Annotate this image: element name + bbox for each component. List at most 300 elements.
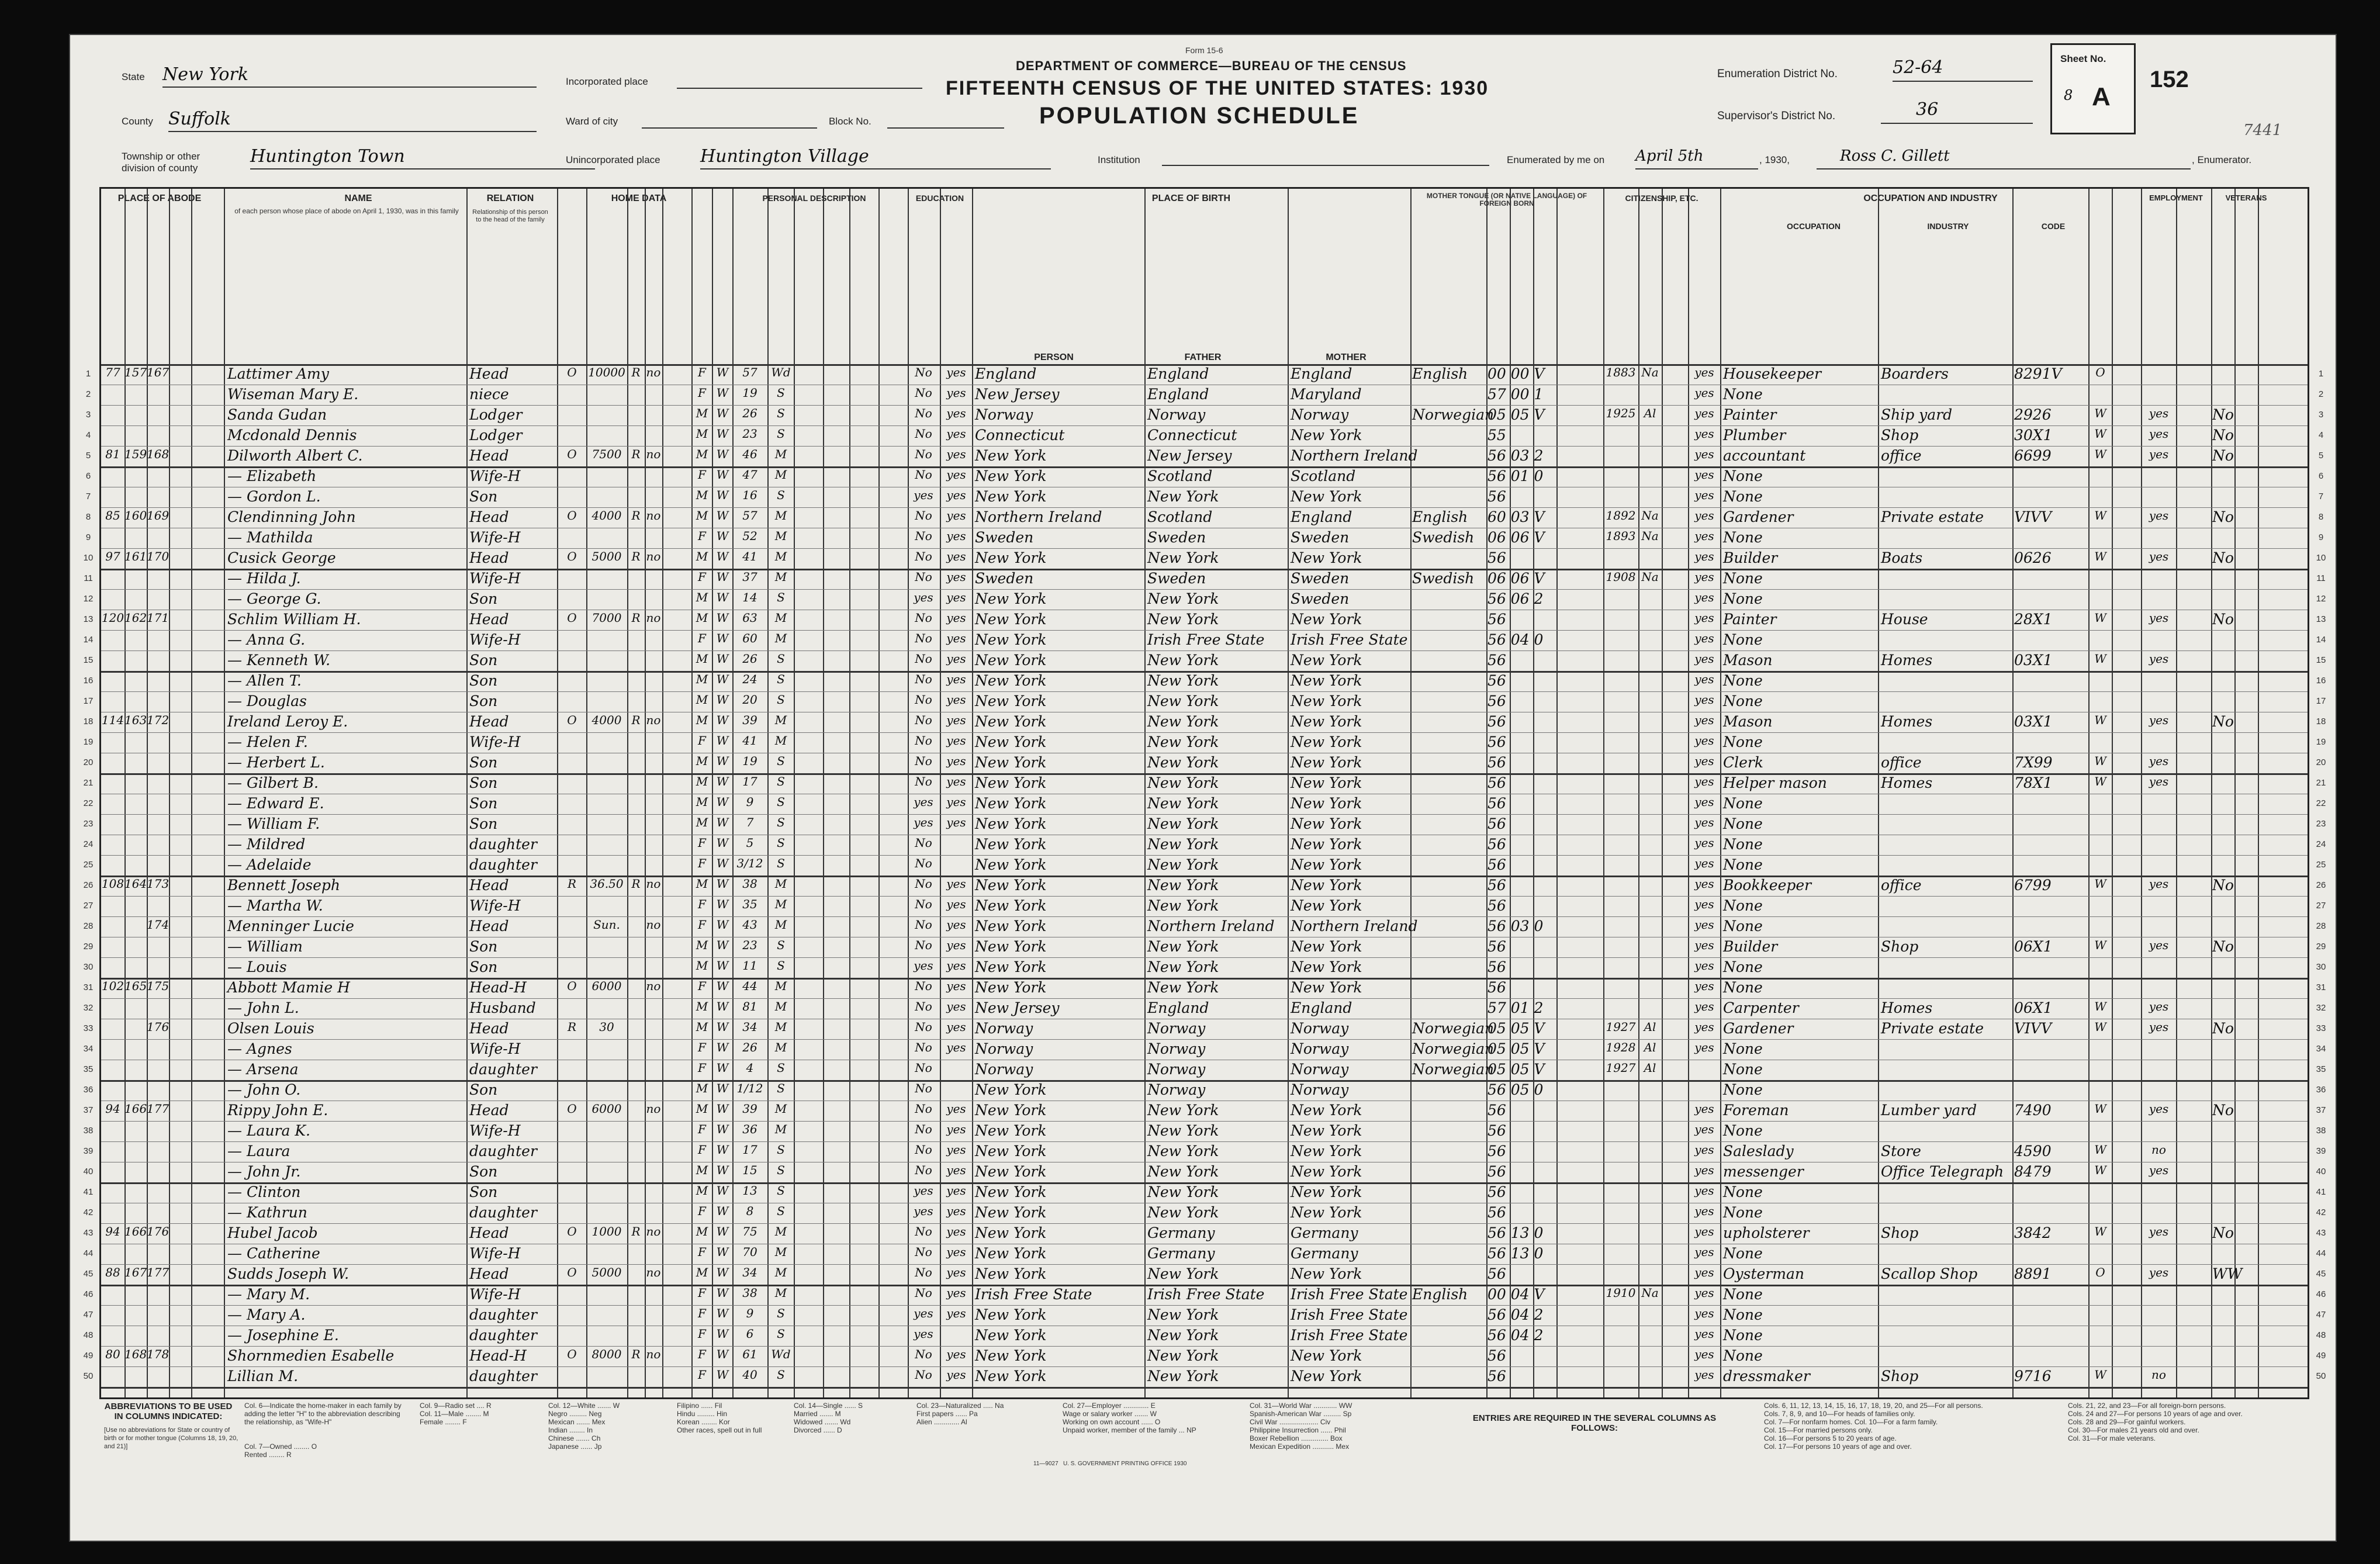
cell-eng: yes [1694,1040,1714,1054]
cell-ind: Homes [1881,999,1933,1016]
cell-read: yes [946,1040,966,1054]
line-number-right: 30 [2316,962,2326,972]
cell-sex: F [698,529,706,543]
entries-list: Cols. 6, 11, 12, 13, 14, 15, 16, 17, 18, 19, 20, and 25—For all persons. Cols. 7, 8, 9, and 10—For heads of families only. Col. 7—For nonfarm homes. Col. 10—For a farm family. Col. 15—For married persons only. Col. 16—For persons 5 to 20 years of age. Col. 17—For persons 10 years of age and over. [1764,1402,1983,1451]
county-value: Suffolk [168,109,231,129]
cell-rel: Wife-H [469,468,521,485]
cell-rel: Son [469,754,498,771]
cell-mar: S [777,1061,785,1075]
cell-work: yes [2149,1020,2169,1034]
line-number: 47 [83,1310,94,1320]
cell-mother: Germany [1291,1224,1358,1241]
cell-dw: 162 [124,611,147,625]
table-row [85,528,2324,548]
line-number: 30 [83,962,94,972]
cell-birth: New York [975,549,1047,566]
cell-val: 6000 [591,1102,622,1116]
cell-name: Bennett Joseph [227,877,341,894]
cell-code: 05 05 V [1488,1040,1545,1057]
sheet-label: Sheet No. [2060,53,2106,64]
cell-fam: 177 [147,1265,169,1279]
cell-fam: 171 [147,611,169,625]
line-number: 9 [85,532,91,542]
cell-father: New York [1147,774,1219,791]
cell-occ: None [1723,795,1763,812]
table-row [85,446,2324,466]
cell-mother: Norway [1291,1081,1349,1098]
line-number: 3 [85,410,91,420]
cell-work: yes [2149,549,2169,563]
cell-race: W [716,1081,729,1095]
cell-race: W [716,877,729,891]
cell-code: 56 [1488,652,1506,669]
table-row [83,1080,2326,1101]
cell-father: New York [1147,652,1219,669]
cell-mar: M [774,1122,787,1136]
cell-eng: yes [1694,1306,1714,1320]
cell-fam: 168 [147,447,169,461]
cell-birth: New York [975,590,1047,607]
cell-mar: S [777,652,785,666]
cell-sch: yes [914,795,933,809]
cell-birth: New York [975,979,1047,996]
enumeration-district-value: 52-64 [1893,57,1943,78]
line-number: 36 [83,1085,94,1095]
cell-mother: Irish Free State [1291,1327,1408,1344]
cell-mar: S [777,1143,785,1157]
cell-sex: F [698,897,706,911]
cell-age: 13 [742,1184,757,1198]
cell-ind: Shop [1881,1224,1919,1241]
cell-cls: W [2094,999,2106,1013]
cell-eng: yes [1694,1368,1714,1382]
cell-read: yes [946,652,966,666]
cell-code: 56 [1488,754,1506,771]
cell-race: W [716,508,729,523]
cell-age: 46 [742,447,757,461]
cell-work: yes [2149,406,2169,420]
cell-occ: Housekeeper [1723,365,1822,382]
printer-imprint: 11—9027 U. S. GOVERNMENT PRINTING OFFICE 1930 [1033,1461,1187,1467]
cell-father: New York [1147,713,1219,730]
cell-mar: M [774,570,787,584]
township-label: Township or other division of county [122,151,200,174]
cell-race: W [716,1040,729,1054]
cell-race: W [716,979,729,993]
census-sheet [69,34,2337,1542]
cell-birth: New York [975,897,1047,914]
cell-rel: Head [469,1265,509,1282]
table-row [83,978,2326,998]
cell-radio: R [631,549,641,563]
cell-occode: 6799 [2014,877,2052,894]
cell-occ: None [1723,979,1763,996]
cell-age: 14 [742,590,757,604]
cell-mother: New York [1291,693,1362,710]
table-row [83,650,2326,671]
cell-occ: Painter [1723,611,1777,628]
line-number: 39 [83,1146,94,1156]
cell-age: 20 [742,693,757,707]
cell-rel: Lodger [469,427,523,444]
cell-father: Scotland [1147,508,1213,525]
cell-age: 11 [742,959,757,973]
cell-sex: F [698,1368,706,1382]
cell-sch: No [915,897,932,911]
cell-read: yes [946,549,966,563]
cell-name: Sanda Gudan [227,406,327,423]
cell-tongue: Norwegian [1412,406,1495,423]
cell-sex: F [698,856,706,870]
unincorporated-field [700,146,1051,169]
cell-occ: None [1723,386,1763,403]
cell-rel: Head [469,447,509,464]
cell-cls: O [2095,1265,2105,1279]
cell-name: — John Jr. [227,1163,301,1180]
cell-occ: None [1723,672,1763,689]
cell-name: — Laura [227,1143,290,1160]
cell-father: New York [1147,1122,1219,1139]
cell-imm: 1925 [1606,406,1636,420]
cell-dw: 164 [124,877,147,891]
cell-mar: S [777,938,785,952]
cell-sch: No [915,1286,932,1300]
cell-dw: 163 [124,713,147,727]
cell-name: — George G. [227,590,321,607]
cell-birth: New York [975,1204,1047,1221]
cell-sch: No [915,1347,932,1361]
cell-birth: New York [975,1265,1047,1282]
cell-age: 44 [742,979,757,993]
line-number: 24 [83,839,94,849]
cell-name: — Clinton [227,1184,301,1200]
cell-name: — Gilbert B. [227,774,319,791]
cell-occ: messenger [1723,1163,1804,1180]
cell-mother: New York [1291,427,1362,444]
cell-rel: Head-H [469,1347,527,1364]
cell-nat: Al [1644,1040,1656,1054]
cell-own: O [567,508,577,523]
cell-mother: New York [1291,1265,1362,1282]
cell-code: 55 [1488,427,1506,444]
cell-dw: 167 [124,1265,147,1279]
line-number: 41 [83,1187,94,1197]
cell-rel: niece [469,386,509,403]
cell-code: 57 00 1 [1488,386,1544,403]
cell-own: O [567,611,577,625]
cell-birth: New Jersey [975,999,1060,1016]
cell-work: yes [2149,713,2169,727]
cell-race: W [716,959,729,973]
row-divider [101,1387,2308,1389]
line-number: 16 [83,676,94,686]
cell-race: W [716,427,729,441]
cell-cls: W [2094,774,2106,788]
cell-occ: None [1723,733,1763,750]
table-row [83,1244,2326,1264]
cell-farm: no [646,549,661,563]
cell-sex: F [698,1306,706,1320]
cell-sex: M [696,999,708,1013]
cell-read: yes [946,1122,966,1136]
cell-eng: yes [1694,1184,1714,1198]
cell-mar: S [777,815,785,829]
cell-sex: M [696,1020,708,1034]
table-row [83,1039,2326,1060]
cell-ind: Shop [1881,1368,1919,1385]
cell-ind: Shop [1881,427,1919,444]
line-number: 26 [83,880,94,890]
cell-read: yes [946,427,966,441]
col31-note: Col. 31—World War ............ WW Spanish-American War ......... Sp Civil War .................... Civ Philippine Insurrection ...... Phil Boxer Rebellion .............. Box Mexican Expedition ........... Mex [1250,1402,1352,1451]
cell-code: 56 [1488,856,1506,873]
table-row [83,1264,2326,1285]
cell-sch: yes [914,590,933,604]
archive-stamp: 7441 [2243,122,2282,139]
line-number-right: 6 [2318,471,2324,481]
cell-mother: Irish Free State [1291,1286,1408,1303]
table-row [83,753,2326,773]
cell-cls: W [2094,447,2106,461]
table-row [85,466,2324,487]
cell-read: yes [946,1347,966,1361]
cell-code: 56 [1488,549,1506,566]
cell-father: Irish Free State [1147,1286,1265,1303]
table-row [83,1366,2326,1387]
cell-occ: Gardener [1723,1020,1794,1037]
line-number-right: 43 [2316,1228,2326,1238]
table-row [83,1285,2326,1305]
cell-work: yes [2149,938,2169,952]
cell-age: 26 [742,406,757,420]
cell-code: 56 04 2 [1488,1306,1544,1323]
cell-occ: None [1723,1245,1763,1262]
cell-race: W [716,1143,729,1157]
col12-note: Col. 12—White ....... W Negro ......... Neg Mexican ....... Mex Indian ........ In Chinese ....... Ch Japanese ...... Jp [548,1402,620,1451]
cell-house: 97 [105,549,120,563]
table-row [85,487,2324,507]
cell-birth: England [975,365,1037,382]
cell-birth: New Jersey [975,386,1060,403]
cell-birth: Northern Ireland [975,508,1102,525]
cell-name: Abbott Mamie H [227,979,350,996]
cell-cls: W [2094,1368,2106,1382]
cell-father: New York [1147,1327,1219,1344]
cell-mother: England [1291,999,1352,1016]
line-number: 35 [83,1064,94,1074]
cell-sch: No [915,1020,932,1034]
cell-mar: M [774,468,787,482]
cell-mar: M [774,713,787,727]
cell-sch: No [915,447,932,461]
cell-own: O [567,447,577,461]
cell-mar: S [777,1081,785,1095]
cell-birth: New York [975,1081,1047,1098]
cell-vet: WW [2212,1265,2243,1282]
cell-age: 23 [742,427,757,441]
line-number-right: 33 [2316,1023,2326,1033]
cell-name: — Kenneth W. [227,652,331,669]
relation-description: Relationship of this person to the head of the family [472,209,548,223]
line-number-right: 48 [2316,1330,2326,1340]
cell-farm: no [646,611,661,625]
cell-eng: yes [1694,815,1714,829]
cell-occ: None [1723,570,1763,587]
table-row [85,364,2324,385]
cell-house: 94 [105,1102,120,1116]
cell-rel: daughter [469,836,537,853]
cell-rel: daughter [469,856,537,873]
enumerated-year: , 1930, [1759,154,1790,165]
cell-mother: New York [1291,549,1362,566]
cell-sex: F [698,733,706,748]
ward-label: Ward of city [566,116,618,127]
cell-ind: Boarders [1881,365,1949,382]
line-number: 1 [85,369,91,379]
cell-age: 63 [742,611,757,625]
cell-mother: New York [1291,979,1362,996]
cell-occ: None [1723,1306,1763,1323]
cell-sch: No [915,856,932,870]
cell-work: yes [2149,1163,2169,1177]
line-number-right: 20 [2316,757,2326,767]
cell-birth: New York [975,774,1047,791]
cell-father: New York [1147,1102,1219,1119]
cell-ind: Shop [1881,938,1919,955]
cell-occ: None [1723,1122,1763,1139]
table-row [83,794,2326,814]
line-number-right: 32 [2316,1003,2326,1013]
cell-name: — Laura K. [227,1122,310,1139]
cell-cls: W [2094,1102,2106,1116]
cell-age: 8 [746,1204,754,1218]
cell-race: W [716,406,729,420]
cell-race: W [716,590,729,604]
cell-name: Lattimer Amy [227,365,329,382]
cell-mar: S [777,693,785,707]
cell-sex: M [696,508,708,523]
cell-mother: England [1291,508,1352,525]
cell-mother: New York [1291,774,1362,791]
cell-tongue: English [1412,508,1468,525]
cell-occode: 4590 [2014,1143,2052,1160]
cell-eng: yes [1694,365,1714,379]
cell-fam: 170 [147,549,169,563]
cell-race: W [716,549,729,563]
incorporated-label: Incorporated place [566,76,648,87]
cell-cls: W [2094,1224,2106,1238]
group-citizenship: CITIZENSHIP, ETC. [1625,193,1698,203]
cell-sch: No [915,570,932,584]
cell-vet: No [2212,447,2234,464]
cell-race: W [716,1286,729,1300]
cell-fam: 177 [147,1102,169,1116]
line-number: 18 [83,717,94,726]
cell-occ: None [1723,1184,1763,1200]
cell-name: — William F. [227,815,320,832]
cell-fam: 174 [147,918,169,932]
cell-age: 81 [742,999,757,1013]
cell-eng: yes [1694,570,1714,584]
cell-code: 56 [1488,693,1506,710]
cell-read: yes [946,631,966,645]
table-row [83,814,2326,835]
cell-fam: 167 [147,365,169,379]
table-row [83,937,2326,957]
cell-code: 56 [1488,1184,1506,1200]
cell-ind: office [1881,447,1922,464]
cell-vet: No [2212,713,2234,730]
cell-birth: New York [975,959,1047,975]
cell-eng: yes [1694,1224,1714,1238]
table-row [83,855,2326,876]
cell-sch: yes [914,1204,933,1218]
cell-mother: Northern Ireland [1291,918,1418,935]
cell-code: 56 [1488,713,1506,730]
table-row [83,610,2326,630]
cell-work: no [2151,1368,2166,1382]
cell-sex: M [696,693,708,707]
cell-code: 56 [1488,1368,1506,1385]
cell-occode: 8291V [2014,365,2062,382]
cell-mar: M [774,611,787,625]
cell-rel: Head [469,549,509,566]
cell-occ: Carpenter [1723,999,1799,1016]
cell-rel: Head [469,713,509,730]
cell-sex: M [696,1184,708,1198]
header-occupation: OCCUPATION [1786,222,1841,231]
cell-read: yes [946,999,966,1013]
line-number-right: 19 [2316,737,2326,747]
cell-mar: S [777,590,785,604]
cell-cls: W [2094,1143,2106,1157]
state-label: State [122,71,145,82]
cell-rel: Son [469,1081,498,1098]
cell-occ: None [1723,897,1763,914]
group-personal-description: PERSONAL DESCRIPTION [762,193,866,203]
cell-code: 00 00 V [1488,365,1545,382]
cell-mother: New York [1291,754,1362,771]
cell-rel: Wife-H [469,1286,521,1303]
cell-own: O [567,979,577,993]
cell-rel: Son [469,774,498,791]
cell-mar: S [777,386,785,400]
cell-father: Germany [1147,1224,1215,1241]
cell-name: — Elizabeth [227,468,317,485]
cell-rel: Head [469,611,509,628]
line-number-right: 49 [2316,1351,2326,1361]
cell-mar: Wd [771,365,791,379]
cell-age: 61 [742,1347,757,1361]
cell-occode: 8479 [2014,1163,2052,1180]
cell-birth: New York [975,795,1047,812]
cell-name: — Allen T. [227,672,302,689]
line-number-right: 11 [2316,573,2326,583]
cell-eng: yes [1694,979,1714,993]
cell-dw: 160 [124,508,147,523]
cell-occ: None [1723,1286,1763,1303]
cell-father: New York [1147,836,1219,853]
cell-eng: yes [1694,733,1714,748]
cell-read: yes [946,1368,966,1382]
cell-val: 8000 [591,1347,622,1361]
cell-sch: No [915,529,932,543]
cell-father: England [1147,365,1209,382]
cell-father: New York [1147,815,1219,832]
cell-rel: daughter [469,1327,537,1344]
sheet-value: A [2092,82,2111,111]
cell-mother: Norway [1291,1020,1349,1037]
